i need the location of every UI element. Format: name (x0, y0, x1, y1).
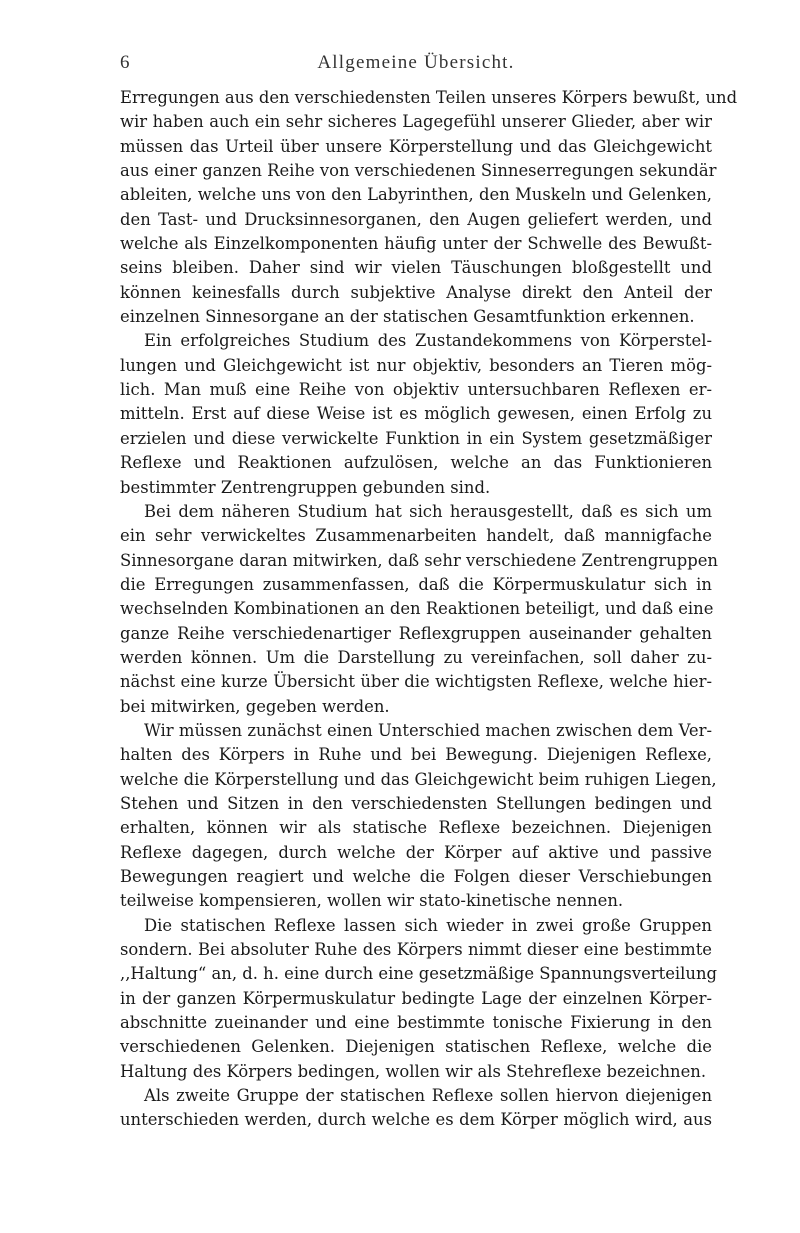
text-line: ,,Haltung“ an, d. h. eine durch eine gesetzmäßige Spannungsverteilung (120, 964, 718, 984)
text-line: Sinnesorgane daran mitwirken, daß sehr verschiedene Zentrengruppen (120, 550, 718, 570)
text-line: in der ganzen Körpermuskulatur bedingte Lage der einzelnen Körper- (120, 988, 712, 1008)
text-line: den Tast- und Drucksinnesorganen, den Augen geliefert werden, und (120, 209, 712, 229)
text-line: Stehen und Sitzen in den verschiedensten Stellungen bedingen und (120, 793, 712, 813)
text-line: müssen das Urteil über unsere Körperstellung und das Gleichgewicht (120, 136, 712, 156)
text-line: die Erregungen zusammenfassen, daß die Körpermuskulatur sich in (120, 574, 712, 594)
text-line: lich. Man muß eine Reihe von objektiv untersuchbaren Reflexen er- (120, 380, 712, 400)
text-line: Die statischen Reflexe lassen sich wieder in zwei große Gruppen (144, 915, 712, 935)
text-line: einzelnen Sinnesorgane an der statischen Gesamtfunktion erkennen. (120, 307, 695, 327)
text-line: sondern. Bei absoluter Ruhe des Körpers nimmt dieser eine bestimmte (120, 940, 712, 960)
text-line: verschiedenen Gelenken. Diejenigen statischen Reflexe, welche die (120, 1037, 712, 1057)
text-line: wir haben auch ein sehr sicheres Lagegefühl unserer Glieder, aber wir (120, 112, 712, 132)
page-number: 6 (120, 52, 130, 73)
text-line: bei mitwirken, gegeben werden. (120, 696, 390, 716)
text-line: Wir müssen zunächst einen Unterschied machen zwischen dem Ver- (144, 720, 712, 740)
text-line: unterschieden werden, durch welche es dem Körper möglich wird, aus (120, 1110, 712, 1130)
text-line: Erregungen aus den verschiedensten Teilen unseres Körpers bewußt, und (120, 88, 738, 107)
running-title: Allgemeine Übersicht. (317, 52, 515, 73)
text-line: Bewegungen reagiert und welche die Folgen dieser Verschiebungen (120, 867, 712, 886)
text-line: Bei dem näheren Studium hat sich herausgestellt, daß es sich um (144, 501, 712, 521)
running-head (120, 52, 712, 78)
text-line: Reflexe dagegen, durch welche der Körper auf aktive und passive (120, 842, 712, 862)
text-line: ableiten, welche uns von den Labyrinthen, den Muskeln und Gelenken, (120, 185, 712, 205)
text-line: Haltung des Körpers bedingen, wollen wir als Stehreflexe bezeichnen. (120, 1061, 707, 1081)
text-line: können keinesfalls durch subjektive Analyse direkt den Anteil der (120, 282, 712, 302)
text-line: Ein erfolgreiches Studium des Zustandekommens von Körperstel- (144, 331, 712, 351)
body-text (120, 86, 738, 1133)
text-line: wechselnden Kombinationen an den Reaktionen beteiligt, und daß eine (120, 599, 714, 619)
text-line: teilweise kompensieren, wollen wir stato-kinetische nennen. (120, 891, 624, 911)
text-line: aus einer ganzen Reihe von verschiedenen Sinneserregungen sekundär (120, 161, 717, 181)
text-line: seins bleiben. Daher sind wir vielen Täuschungen bloßgestellt und (120, 258, 712, 278)
text-line: Als zweite Gruppe der statischen Reflexe sollen hiervon diejenigen (144, 1086, 712, 1106)
text-line: ganze Reihe verschiedenartiger Reflexgruppen auseinander gehalten (120, 623, 712, 643)
text-line: lungen und Gleichgewicht ist nur objektiv, besonders an Tieren mög- (120, 355, 712, 375)
text-line: bestimmter Zentrengruppen gebunden sind. (120, 477, 491, 497)
text-line: welche die Körperstellung und das Gleichgewicht beim ruhigen Liegen, (120, 769, 717, 789)
text-line: werden können. Um die Darstellung zu vereinfachen, soll daher zu- (120, 647, 712, 667)
text-line: welche als Einzelkomponenten häufig unter der Schwelle des Bewußt- (120, 234, 712, 254)
text-line: nächst eine kurze Übersicht über die wichtigsten Reflexe, welche hier- (120, 672, 712, 692)
text-line: halten des Körpers in Ruhe und bei Bewegung. Diejenigen Reflexe, (120, 745, 712, 765)
text-line: abschnitte zueinander und eine bestimmte tonische Fixierung in den (120, 1013, 712, 1033)
text-line: mitteln. Erst auf diese Weise ist es möglich gewesen, einen Erfolg zu (120, 404, 712, 424)
text-line: Reflexe und Reaktionen aufzulösen, welche an das Funktionieren (120, 453, 712, 473)
text-line: ein sehr verwickeltes Zusammenarbeiten handelt, daß mannigfache (120, 526, 712, 546)
text-line: erhalten, können wir als statische Reflexe bezeichnen. Diejenigen (120, 818, 712, 838)
text-line: erzielen und diese verwickelte Funktion in ein System gesetzmäßiger (120, 428, 712, 448)
